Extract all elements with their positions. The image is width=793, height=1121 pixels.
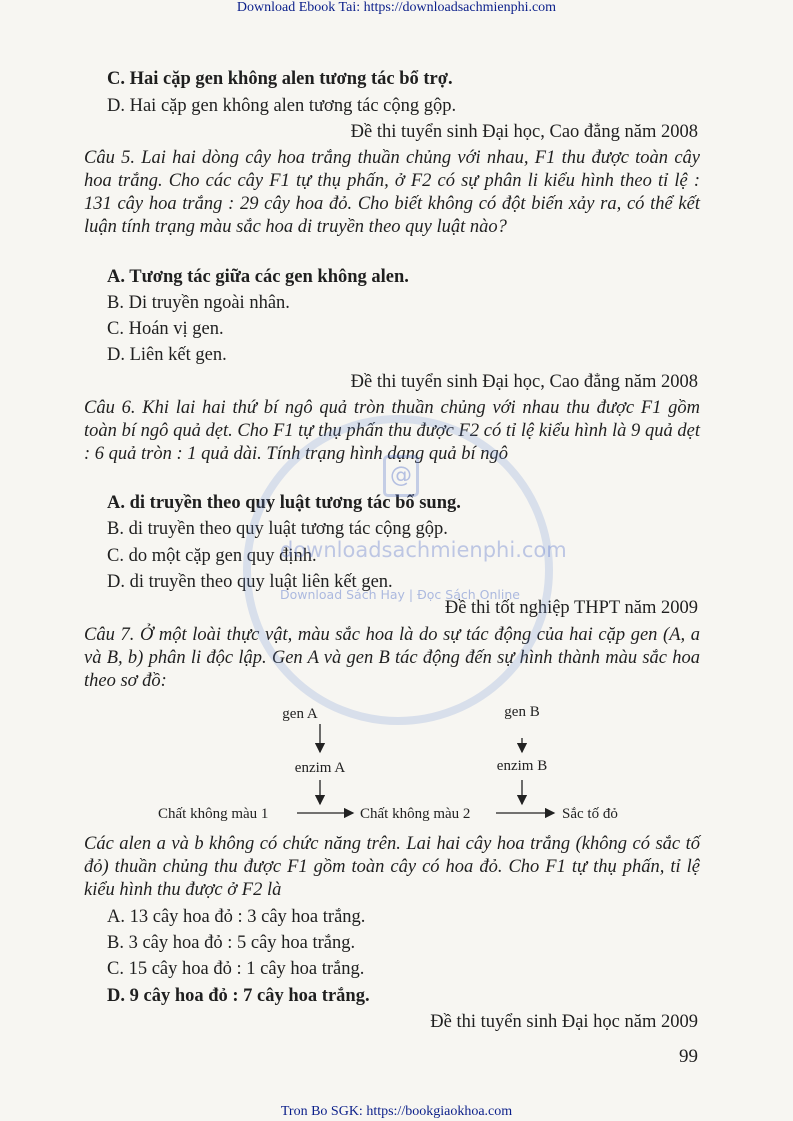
question-6-text: Câu 6. Khi lai hai thứ bí ngô quả tròn thuần chủng với nhau thu được F1 gồm toàn bí ngô quả dẹt. Cho F1 tự thụ phấn thu được F2 có tỉ lệ kiểu hình là 9 quả dẹt : 6 quả tròn : 1 quả dài. Tính trạng hình dạng quả bí ngô [84, 398, 700, 464]
source-line: Đề thi tuyển sinh Đại học, Cao đẳng năm 2008 [350, 122, 698, 142]
q7-source: Đề thi tuyển sinh Đại học năm 2009 [430, 1012, 698, 1032]
watermark-site: downloadsachmienphi.com [280, 538, 567, 562]
question-7-text: Câu 7. Ở một loài thực vật, màu sắc hoa là do sự tác động của hai cặp gen (A, a và B, b) phân li độc lập. Gen A và gen B tác động đến sự hình thành màu sắc hoa theo sơ đồ: [84, 625, 700, 691]
q6-option-d: D. di truyền theo quy luật liên kết gen. [107, 572, 393, 592]
gene-b-label: gen B [504, 704, 540, 720]
q7-option-c: C. 15 cây hoa đỏ : 1 cây hoa trắng. [107, 959, 365, 979]
substance-2-label: Chất không màu 2 [360, 806, 471, 822]
enzyme-a-label: enzim A [294, 760, 346, 776]
footer-sgk-link[interactable]: Tron Bo SGK: https://bookgiaokhoa.com [280, 1104, 513, 1119]
header-download-link[interactable]: Download Ebook Tai: https://downloadsachmienphi.com [236, 0, 557, 15]
q6-source: Đề thi tốt nghiệp THPT năm 2009 [444, 598, 698, 618]
q5-source: Đề thi tuyển sinh Đại học, Cao đẳng năm 2008 [350, 372, 698, 392]
question-7-text-continued: Các alen a và b không có chức năng trên. Lai hai cây hoa trắng (không có sắc tố đỏ) thuần chủng thu được F1 gồm toàn cây có hoa đỏ. Cho F1 tự thụ phấn, tỉ lệ kiểu hình thu được ở F2 là [84, 834, 700, 900]
q5-option-b: B. Di truyền ngoài nhân. [107, 293, 290, 313]
q6-option-b: B. di truyền theo quy luật tương tác cộng gộp. [107, 519, 448, 539]
enzyme-b-label: enzim B [496, 758, 548, 774]
watermark-at-icon: @ [383, 455, 419, 497]
q6-option-c: C. do một cặp gen quy định. [107, 546, 317, 566]
prev-option-c: C. Hai cặp gen không alen tương tác bổ trợ. [107, 69, 453, 89]
gene-a-label: gen A [282, 706, 318, 722]
prev-option-d: D. Hai cặp gen không alen tương tác cộng gộp. [107, 96, 457, 116]
q7-option-a: A. 13 cây hoa đỏ : 3 cây hoa trắng. [107, 907, 366, 927]
question-5-text: Câu 5. Lai hai dòng cây hoa trắng thuần chủng với nhau, F1 thu được toàn cây hoa trắng. Cho các cây F1 tự thụ phấn, ở F2 có sự phân li kiểu hình theo tỉ lệ : 131 cây hoa trắng : 29 cây hoa đỏ. Cho biết không có đột biến xảy ra, có thể kết luận tính trạng màu sắc hoa di truyền theo quy luật nào? [84, 148, 700, 237]
q6-option-a: A. di truyền theo quy luật tương tác bổ sung. [107, 493, 461, 513]
q7-option-b: B. 3 cây hoa đỏ : 5 cây hoa trắng. [107, 933, 356, 953]
pigment-label: Sắc tố đỏ [562, 806, 618, 822]
page-number: 99 [679, 1046, 698, 1067]
q5-option-d: D. Liên kết gen. [107, 345, 227, 365]
watermark-tagline: Download Sách Hay | Đọc Sách Online [280, 587, 520, 602]
substance-1-label: Chất không màu 1 [158, 806, 269, 822]
q7-option-d: D. 9 cây hoa đỏ : 7 cây hoa trắng. [107, 986, 370, 1006]
q5-option-a: A. Tương tác giữa các gen không alen. [107, 267, 409, 287]
q5-option-c: C. Hoán vị gen. [107, 319, 224, 339]
